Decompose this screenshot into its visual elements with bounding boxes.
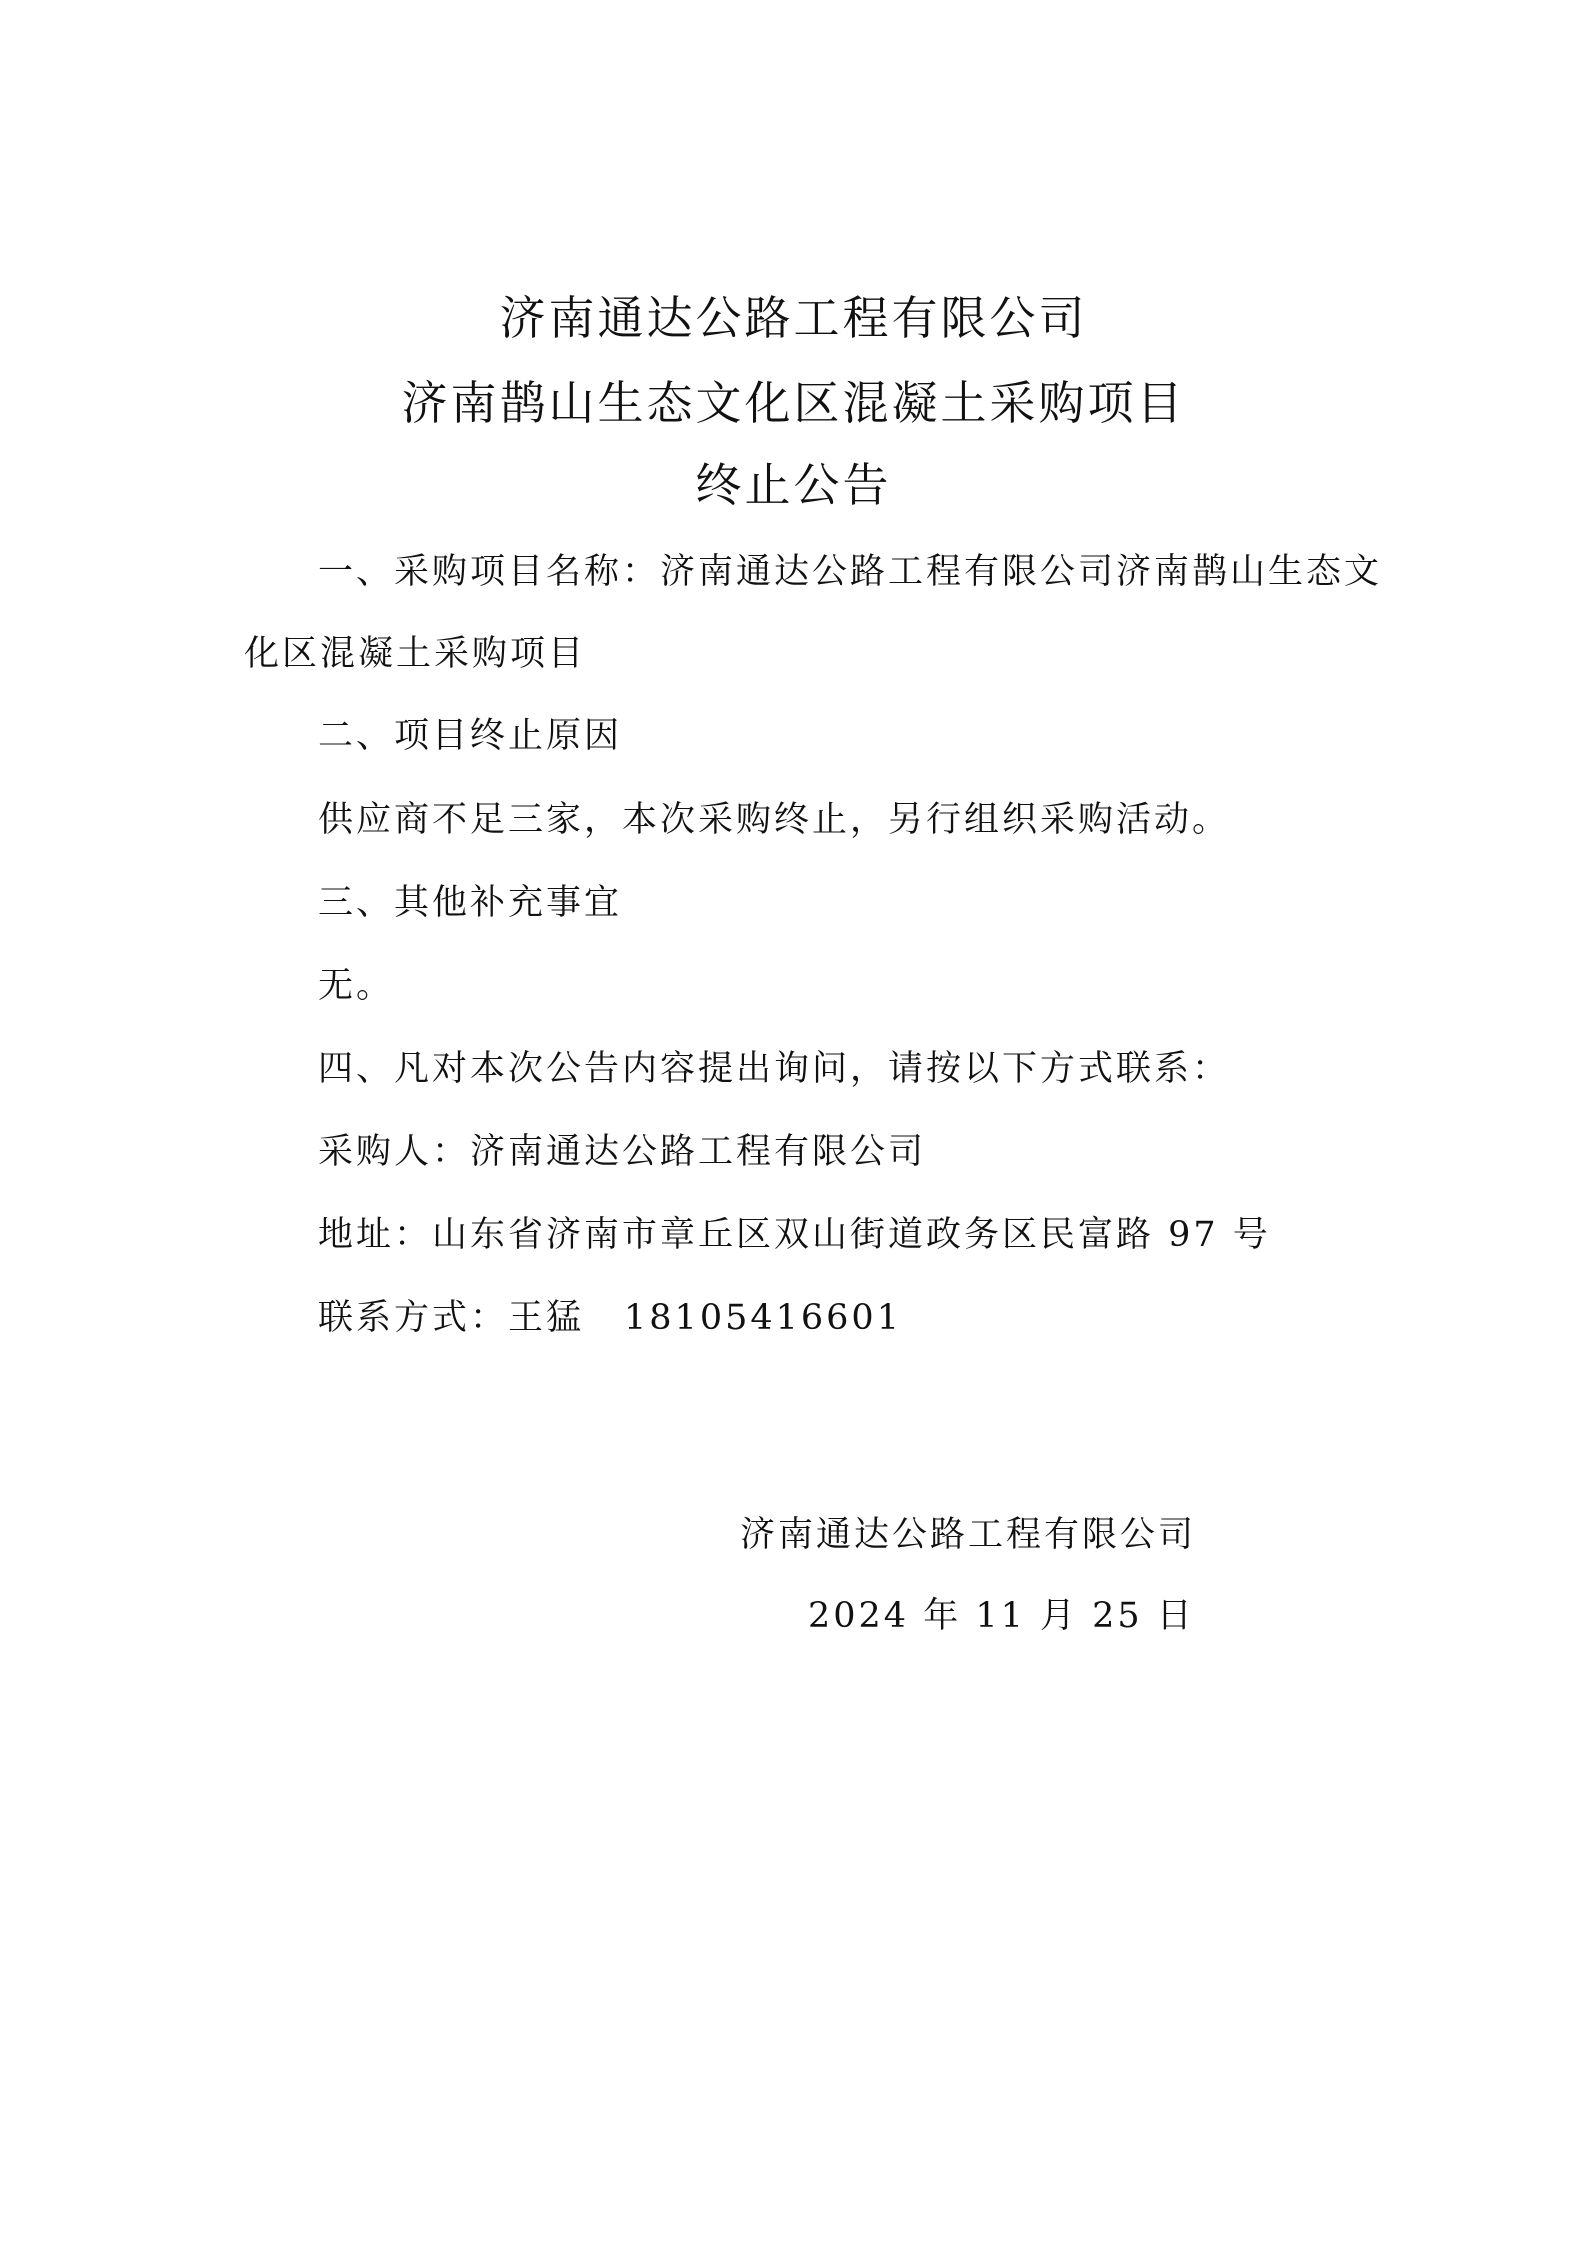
item1-line1: 一、采购项目名称：济南通达公路工程有限公司济南鹊山生态文 [318, 552, 1383, 592]
title-project: 济南鹊山生态文化区混凝土采购项目 [401, 376, 1186, 430]
title-company: 济南通达公路工程有限公司 [499, 291, 1088, 345]
item1-line2: 化区混凝土采购项目 [244, 634, 587, 674]
item2-text: 供应商不足三家，本次采购终止，另行组织采购活动。 [318, 800, 1231, 840]
item3-text: 无。 [318, 966, 395, 1006]
signature-date: 2024 年 11 月 25 日 [808, 1596, 1195, 1636]
contact-line [318, 1294, 902, 1342]
contact-phone: 18105416601 [624, 1298, 902, 1338]
address-line: 地址：山东省济南市章丘区双山街道政务区民富路 97 号 [318, 1215, 1271, 1255]
title-notice-type: 终止公告 [695, 458, 892, 512]
item2-heading: 二、项目终止原因 [318, 716, 623, 756]
item4-heading: 四、凡对本次公告内容提出询问，请按以下方式联系： [318, 1049, 1231, 1089]
purchaser-line: 采购人：济南通达公路工程有限公司 [318, 1132, 927, 1172]
contact-label: 联系方式：王猛 [318, 1298, 585, 1338]
item3-heading: 三、其他补充事宜 [318, 883, 623, 923]
signature-company: 济南通达公路工程有限公司 [740, 1515, 1197, 1555]
